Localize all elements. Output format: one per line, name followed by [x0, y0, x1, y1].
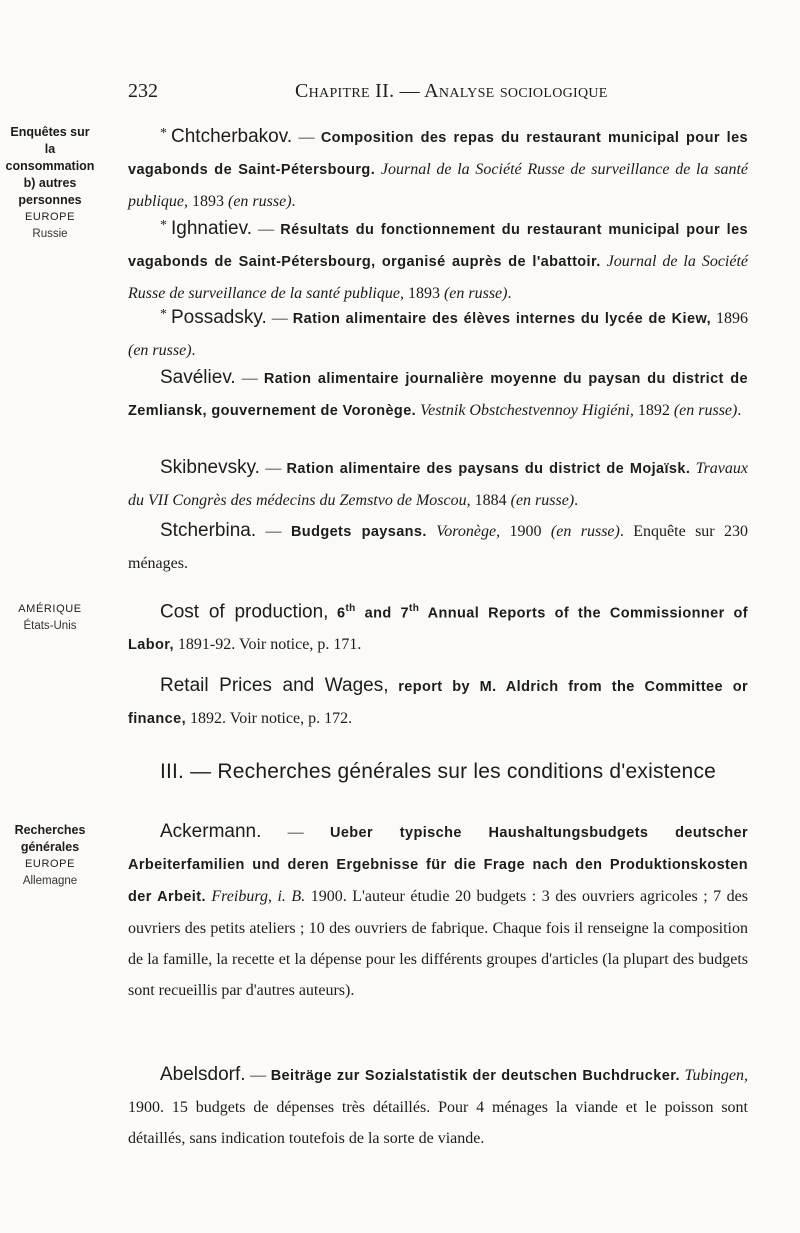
entry-dash: — — [259, 460, 287, 477]
entry-journal: Travaux du VII Congrès des médecins du Zemstvo de Moscou, — [128, 460, 749, 509]
entry-end: . — [191, 342, 196, 359]
entry-dash: — — [292, 129, 321, 146]
entry-title: Composition des repas du restaurant municipal pour les vagabonds de Saint-Pétersbourg. — [128, 130, 748, 178]
entry-author: Chtcherbakov. — [171, 126, 293, 147]
entry-language: (en russe) — [550, 523, 620, 540]
entry-end: . Enquête sur 230 ménages. — [128, 523, 749, 572]
entry-dash: — — [261, 824, 330, 841]
margin-note-general — [0, 822, 100, 890]
margin-note-line: personnes — [18, 193, 82, 207]
margin-note-line: EUROPE — [24, 211, 76, 223]
margin-note-line: EUROPE — [24, 858, 76, 870]
entry-conjunction: and — [355, 605, 401, 622]
entry-year: 1893 — [403, 285, 444, 302]
entry-author: Abelsdorf. — [160, 1064, 246, 1085]
entry-dash: — — [251, 221, 281, 238]
bibliography-entry — [128, 816, 748, 1006]
entry-language: (en russe) — [228, 193, 292, 210]
entry-language: (en russe) — [673, 402, 738, 419]
entry-dash: — — [266, 310, 293, 327]
bibliography-entry — [128, 118, 748, 217]
entry-language: (en russe) — [443, 285, 508, 302]
section-heading — [128, 760, 748, 784]
margin-note-america — [0, 601, 100, 635]
entry-place: Freiburg, i. B. — [205, 888, 306, 905]
entry-title: report by M. Aldrich from the Committee or finance, — [128, 679, 749, 727]
asterisk: * — [160, 307, 167, 322]
margin-note-line: b) autres — [23, 176, 77, 190]
bibliography-entry — [128, 515, 748, 579]
bibliography-entry — [128, 593, 748, 661]
entry-language: (en russe) — [128, 342, 192, 359]
margin-note-line: la consommation — [5, 142, 95, 173]
entry-number: 6 — [336, 605, 346, 622]
section-dash: — — [184, 760, 218, 783]
entry-author: Ackermann. — [160, 821, 262, 842]
page-header — [0, 80, 800, 110]
entry-ordinal: th — [345, 603, 356, 614]
entry-rest: 1900. 15 budgets de dépenses très détaillés. Pour 4 ménages la viande et le poisson sont détaillés, sans indication toutefois de la sorte de viande. — [128, 1099, 748, 1147]
entry-end: . — [574, 492, 579, 509]
margin-note-line: générales — [20, 840, 80, 854]
entry-place: Tubingen, — [679, 1067, 749, 1084]
entry-journal: Voronège, — [436, 523, 501, 540]
entry-year: 1893 — [188, 193, 228, 210]
entry-rest: 1891-92. Voir notice, p. 171. — [173, 636, 362, 654]
entry-year: 1892 — [633, 402, 674, 419]
entry-journal: Journal de la Société Russe de surveillance de la santé publique, — [128, 161, 749, 210]
entry-journal: Vestnik Obstchestvennoy Higiéni, — [420, 402, 634, 419]
entry-title: Ration alimentaire journalière moyenne du paysan du district de Zemliansk, gouvernement de Voronège. — [128, 371, 748, 419]
entry-title: Ration alimentaire des paysans du district de Mojaïsk. — [286, 461, 691, 477]
entry-rest: 1900. L'auteur étudie 20 budgets : 3 des ouvriers agricoles ; 7 des ouvriers des petits ateliers ; 10 des ouvriers de fabrique. Chaque fois il renseigne la composition de la famille, la recette et la dépense pour les différents groupes d'articles (la plupart des budgets sont recueillis par d'autres auteurs). — [128, 888, 748, 999]
entry-dash: — — [245, 1067, 271, 1084]
section-title: Recherches générales sur les conditions d'existence — [217, 760, 717, 783]
page-number: 232 — [128, 80, 158, 102]
margin-note-line: AMÉRIQUE — [18, 603, 82, 615]
entry-number: 7 — [400, 605, 409, 622]
margin-note-russia — [0, 124, 100, 243]
entry-end: . — [291, 193, 296, 210]
asterisk: * — [160, 126, 167, 141]
margin-note-line: Allemagne — [22, 875, 78, 887]
entry-title: Budgets paysans. — [290, 524, 427, 540]
margin-note-line: États-Unis — [23, 620, 77, 632]
bibliography-entry — [128, 670, 748, 735]
entry-rest: 1892. Voir notice, p. 172. — [186, 710, 353, 727]
entry-dash: — — [235, 370, 264, 387]
entry-title: Beiträge zur Sozialstatistik der deutschen Buchdrucker. — [270, 1068, 680, 1084]
entry-author: Cost of production, — [160, 601, 329, 623]
entry-author: Ighnatiev. — [171, 218, 252, 239]
bibliography-entry — [128, 299, 748, 366]
entry-end: . — [507, 285, 512, 302]
margin-note-line: Enquêtes sur — [10, 125, 90, 139]
entry-dash: — — [256, 523, 291, 540]
asterisk: * — [160, 218, 167, 233]
bibliography-entry — [128, 1059, 748, 1154]
running-head: Chapitre II. — Analyse sociologique — [295, 80, 608, 102]
entry-journal: Journal de la Société Russe de surveillance de la santé publique, — [128, 253, 749, 302]
entry-author: Retail Prices and Wages, — [160, 675, 389, 696]
bibliography-entry — [128, 210, 748, 309]
entry-year: 1896 — [711, 310, 749, 327]
section-numeral: III. — [159, 760, 185, 783]
entry-author: Possadsky. — [171, 307, 267, 328]
entry-year: 1900 — [500, 523, 551, 540]
entry-author: Skibnevsky. — [160, 457, 260, 478]
entry-author: Savéliev. — [160, 367, 236, 388]
entry-title: Annual Reports of the Commissionner of Labor, — [128, 605, 749, 654]
entry-title: Ueber typische Haushaltungsbudgets deutscher Arbeiterfamilien und deren Ergebnisse für die Frage nach den Produktionskosten der Arbeit. — [128, 825, 749, 905]
entry-author: Stcherbina. — [160, 520, 257, 541]
entry-end: . — [737, 402, 742, 419]
margin-note-line: Russie — [32, 228, 68, 240]
bibliography-entry — [128, 452, 748, 516]
entry-title: Résultats du fonctionnement du restaurant municipal pour les vagabonds de Saint-Pétersbourg, organisé auprès de l'abattoir. — [128, 222, 748, 270]
entry-language: (en russe) — [510, 492, 575, 509]
entry-ordinal: th — [408, 603, 420, 614]
entry-year: 1884 — [470, 492, 511, 509]
margin-note-line: Recherches — [14, 823, 86, 837]
bibliography-entry — [128, 362, 748, 427]
entry-title: Ration alimentaire des élèves internes du lycée de Kiew, — [292, 311, 712, 327]
